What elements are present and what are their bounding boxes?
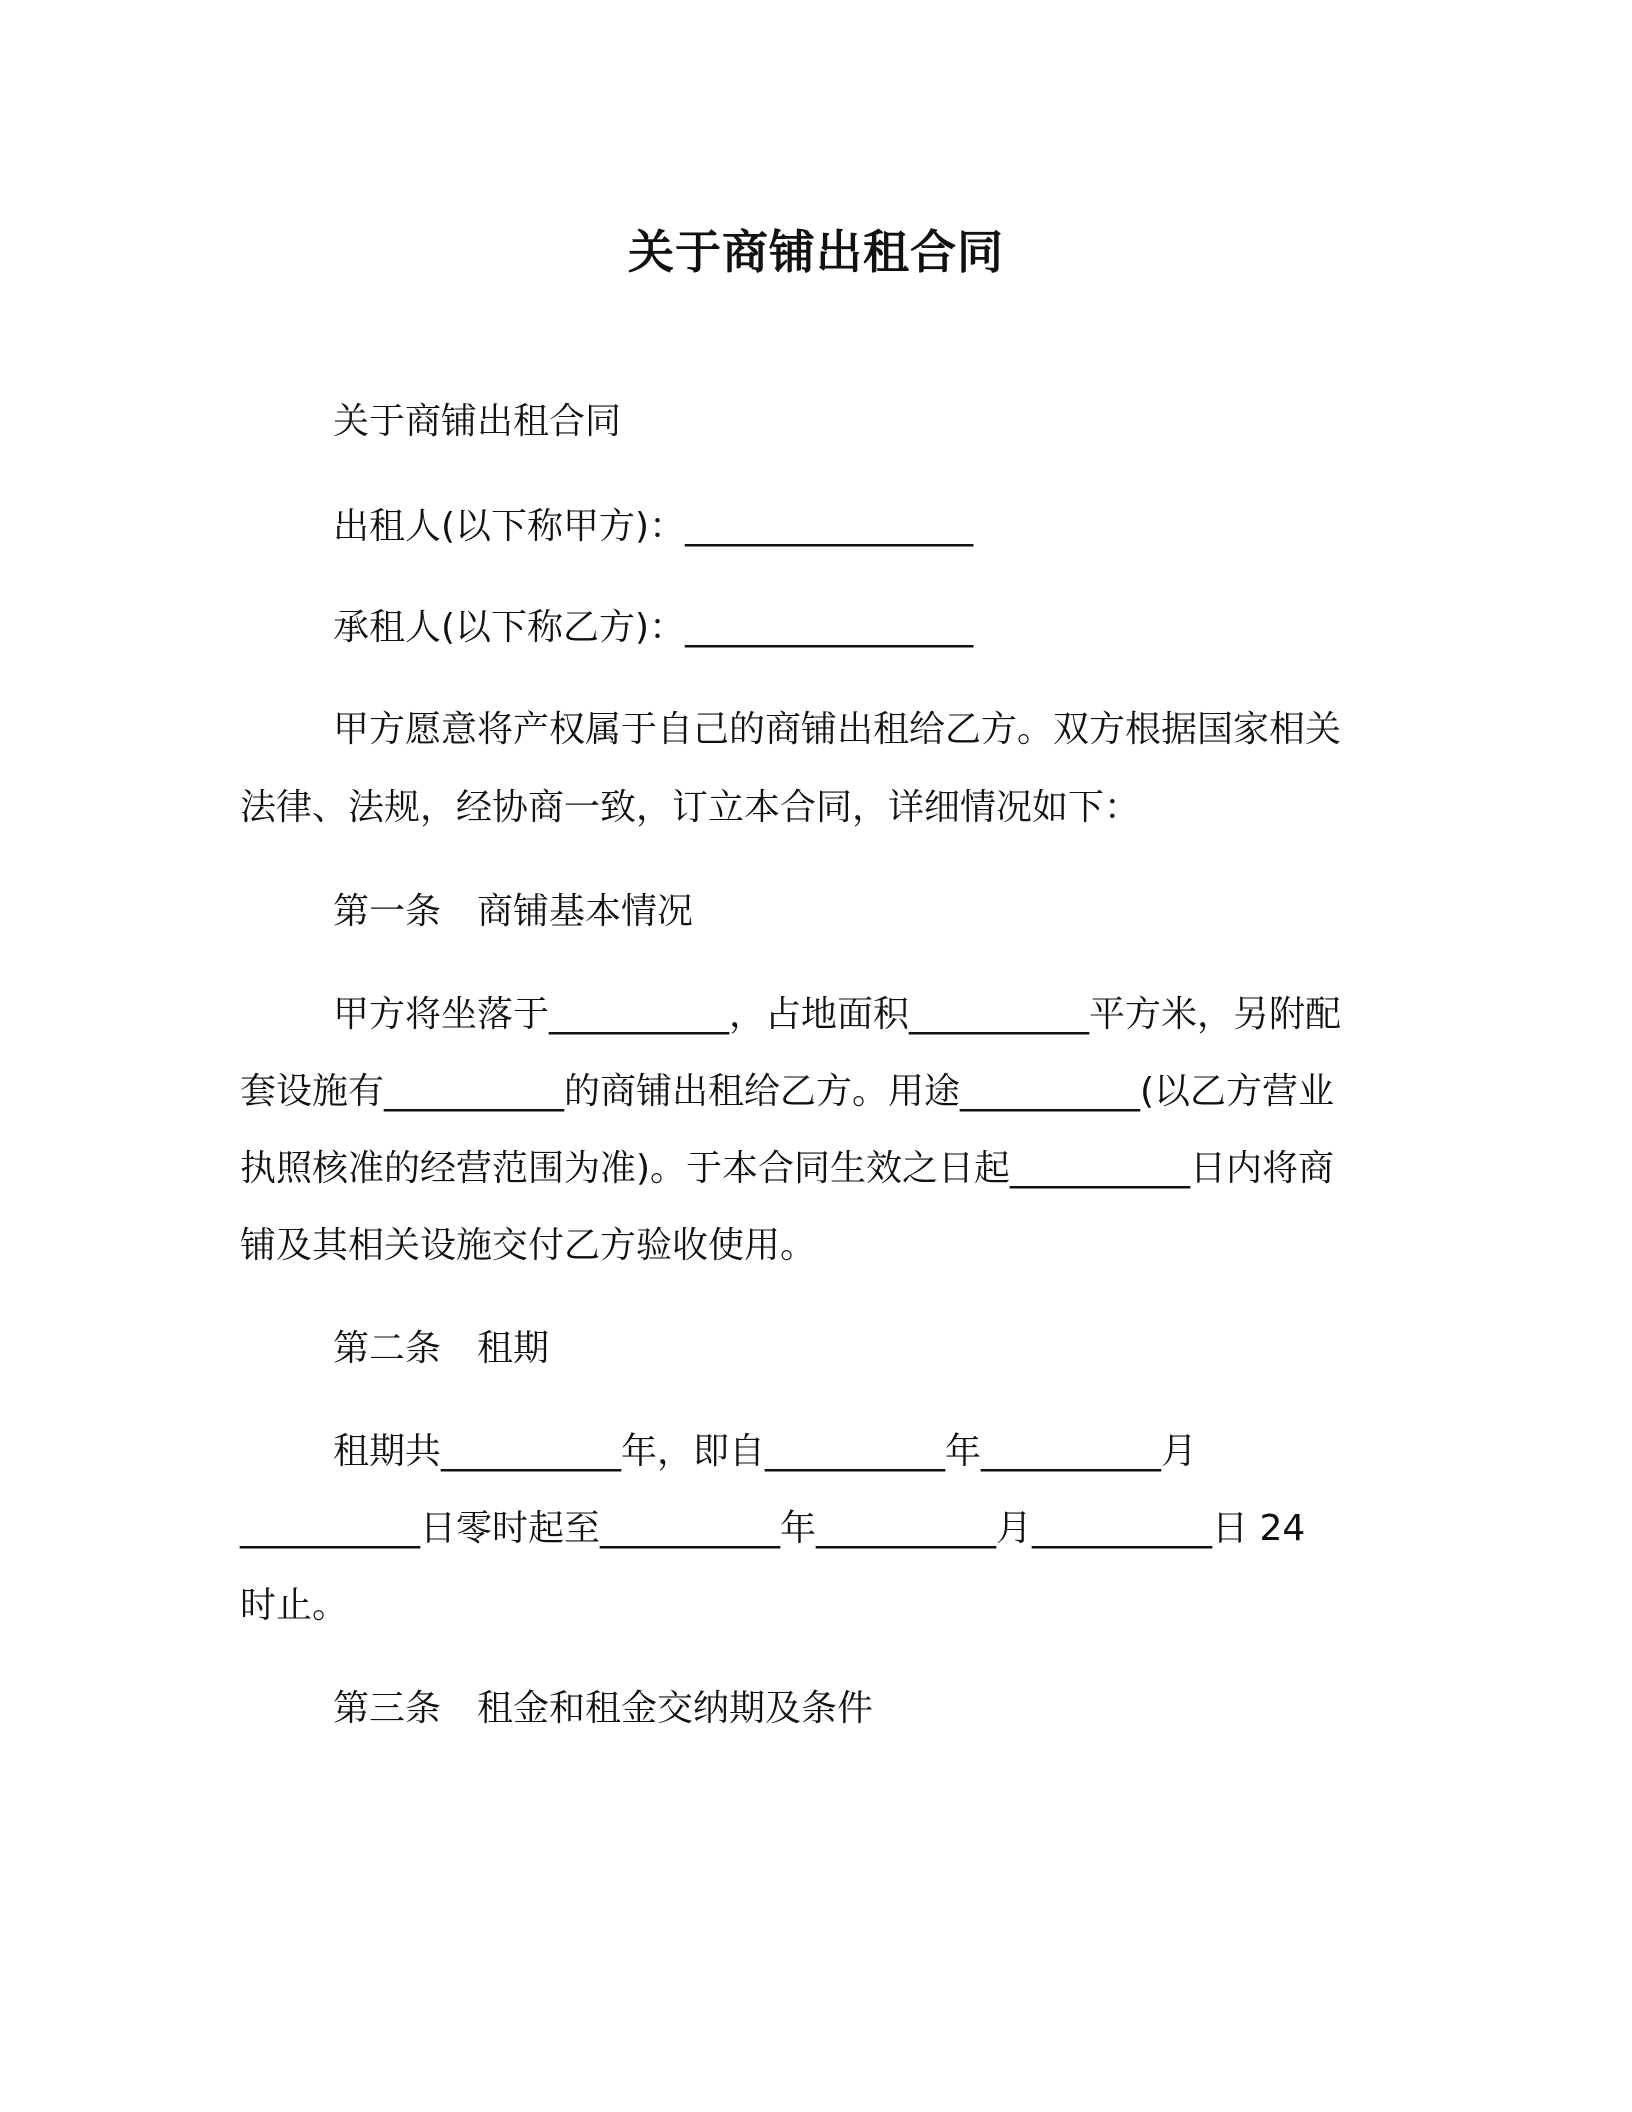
intro-heading: 关于商铺出租合同 [333,401,622,442]
article-1-heading: 第一条 商铺基本情况 [333,891,694,932]
article-2-line-2: __________日零时起至__________年__________月__________日 24 [240,1508,1306,1549]
lessor-field: 出租人(以下称甲方)：________________ [333,506,974,547]
preamble-line-2: 法律、法规，经协商一致，订立本合同，详细情况如下： [240,787,1141,828]
article-1-line-1: 甲方将坐落于__________，占地面积__________平方米，另附配 [333,994,1342,1035]
article-1-line-2: 套设施有__________的商铺出租给乙方。用途__________(以乙方营业 [240,1071,1335,1112]
article-2-line-1: 租期共__________年，即自__________年__________月 [333,1431,1198,1472]
article-2-line-3: 时止。 [240,1585,349,1626]
article-1-line-4: 铺及其相关设施交付乙方验收使用。 [240,1225,817,1266]
article-3-heading: 第三条 租金和租金交纳期及条件 [333,1688,874,1729]
article-2-heading: 第二条 租期 [333,1328,550,1369]
lessee-field: 承租人(以下称乙方)：________________ [333,607,974,648]
article-1-line-3: 执照核准的经营范围为准)。于本合同生效之日起__________日内将商 [240,1148,1335,1189]
preamble-line-1: 甲方愿意将产权属于自己的商铺出租给乙方。双方根据国家相关 [333,709,1342,750]
document-title: 关于商铺出租合同 [628,225,1004,279]
